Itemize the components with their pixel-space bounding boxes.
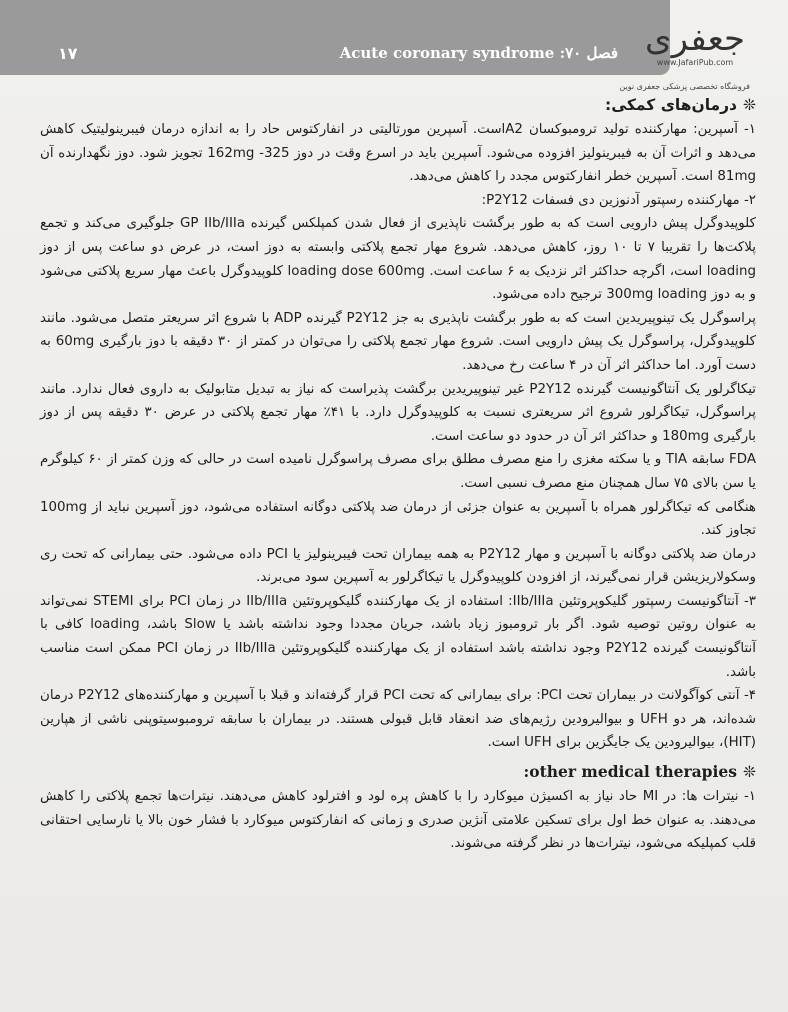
publisher-logo	[645, 19, 745, 82]
star-bullet-icon: ❊	[743, 96, 756, 114]
star-bullet-icon: ❊	[743, 763, 756, 782]
chapter-title: Acute coronary syndrome :۷۰ فصل	[339, 44, 618, 62]
paragraph-dual-antiplatelet: درمان ضد پلاکتی دوگانه با آسپرین و مهار P2Y12 به همه بیماران تحت فیبرینولیز یا PCI داده می‌شود. حتی بیمارانی که تحت ری وسکولاریزیشن قرار نمی‌گیرند، از افزودن کلوپیدوگرل یا تیکاگرلور به آسپرین سود می‌برند.	[40, 546, 757, 586]
paragraph-nitrates: ۱- نیترات ها: در MI حاد نیاز به اکسیژن میوکارد را با کاهش پره لود و افترلود کاهش می‌دهند. نیترات‌ها تجمع پلاکتی را کاهش می‌دهند. به عنوان خط اول برای تسکین علامتی آنژین صدری و زمانی که انفارکتوس میوکارد با فشار خون بالا یا نارسایی احتقانی قلب کمپلیکه می‌شود، نیترات‌ها در نظر گرفته می‌شوند.	[40, 789, 756, 852]
logo-caption: فروشگاه تخصصی پزشکی جعفری نوین	[619, 82, 750, 91]
page-content	[40, 92, 756, 856]
paragraph-ticagrelor-aspirin: هنگامی که تیکاگرلور همراه با آسپرین به عنوان جزئی از درمان ضد پلاکتی دوگانه استفاده می‌شود، دوز آسپرین نباید از 100mg تجاوز کند.	[40, 499, 756, 539]
logo-url: www.JafariPub.com	[656, 58, 734, 67]
header-band	[0, 0, 670, 75]
paragraph-p2y12-heading: ۲- مهارکننده رسپتور آدنوزین دی فسفات P2Y12:	[481, 192, 756, 208]
section-heading-adjunct-therapies	[40, 92, 756, 118]
paragraph-prasugrel: پراسوگرل یک تینوپیریدین است که به طور برگشت ناپذیری به جز P2Y12 گیرنده ADP با شروع اثر سریعتر متصل می‌شود. مانند کلوپیدوگرل، پراسوگرل یک پیش دارویی است. شروع مهار تجمع پلاکتی را می‌توان در کمتر از ۳۰ دقیقه با دوز بارگیری 60mg به دست آورد. اما حداکثر اثر آن در ۴ ساعت رخ می‌دهد.	[40, 310, 757, 373]
paragraph-clopidogrel: کلوپیدوگرل پیش دارویی است که به طور برگشت ناپذیری از فعال شدن کمپلکس گیرنده GP IIb/IIIa جلوگیری می‌کند و تجمع پلاکت‌ها را تقریبا ۷ تا ۱۰ روز، کاهش می‌دهد. شروع مهار تجمع پلاکتی وابسته به دوز است، در عرض دو ساعت پس از دوز loading است، اگرچه حداکثر اثر نزدیک به ۶ ساعت است. loading dose 600mg کلوپیدوگرل باعث مهار سریع پلاکتی می‌شود و به دوز 300mg loading ترجیح داده می‌شود.	[40, 216, 757, 303]
paragraph-anticoagulant: ۴- آنتی کوآگولانت در بیماران تحت PCI: برای بیمارانی که تحت PCI قرار گرفته‌اند و قبلا با آسپرین و مهارکننده‌های P2Y12 درمان شده‌اند، هر دو UFH و بیوالیرودین رژیم‌های ضد انعقاد قابل قبولی هستند. در بیماران با سابقه ترومبوسیتوپنی ناشی از هپارین (HIT)، بیوالیرودین یک جایگزین برای UFH است.	[40, 688, 756, 751]
paragraph-gp-iib-iiia: ۳- آنتاگونیست رسپتور گلیکوپروتئین IIb/IIIa: استفاده از یک مهارکننده گلیکوپروتئین IIb/IIIa در زمان PCI برای STEMI نمی‌تواند به عنوان روتین توصیه شود. اگر بار ترومبوز زیاد باشد، جریان مجددا وجود نداشته باشد یا Slow باشد، loading کافی با آنتاگونیست گیرنده P2Y12 وجود نداشته باشد استفاده از یک مهارکننده گلیکوپروتئین IIb/IIIa در زمان PCI ممکن است مناسب باشد.	[40, 593, 756, 680]
page-number: ۱۷	[58, 43, 78, 63]
section-heading-text: other medical therapies:	[523, 762, 737, 782]
section-heading-text: درمان‌های کمکی:	[605, 96, 737, 114]
paragraph-aspirin: ۱- آسپرین: مهارکننده تولید ترومبوکسان A2است. آسپرین مورتالیتی در انفارکتوس حاد را به اندازه درمان فیبرینولیتیک کاهش می‌دهد و اثرات آن به فیبرینولیز افزوده می‌شود. آسپرین باید در اسرع وقت در دوز 162mg -325 تجویز شود. دوز نگهدارنده آن 81mg است. آسپرین خطر انفارکتوس مجدد را کاهش می‌دهد.	[40, 122, 756, 185]
paragraph-ticagrelor: تیکاگرلور یک آنتاگونیست گیرنده P2Y12 غیر تینوپیریدین برگشت پذیراست که نیاز به تبدیل متابولیک به داروی فعال ندارد. مانند پراسوگرل، تیکاگرلور شروع اثر سریعتری نسبت به کلوپیدوگرل دارد. با ۴۱٪ مهار تجمع پلاکتی در عرض ۳۰ دقیقه پس از دوز بارگیری 180mg و حداکثر اثر آن در حدود دو ساعت است.	[40, 381, 756, 444]
logo-mark: جعفری	[645, 19, 745, 59]
section-heading-other-therapies	[40, 759, 756, 785]
paragraph-fda: FDA سابقه TIA و یا سکته مغزی را منع مصرف مطلق برای مصرف پراسوگرل نامیده است در حالی که وزن کمتر از ۶۰ کیلوگرم یا سن بالای ۷۵ سال همچنان منع مصرف نسبی است.	[40, 452, 756, 491]
running-header	[58, 42, 618, 64]
